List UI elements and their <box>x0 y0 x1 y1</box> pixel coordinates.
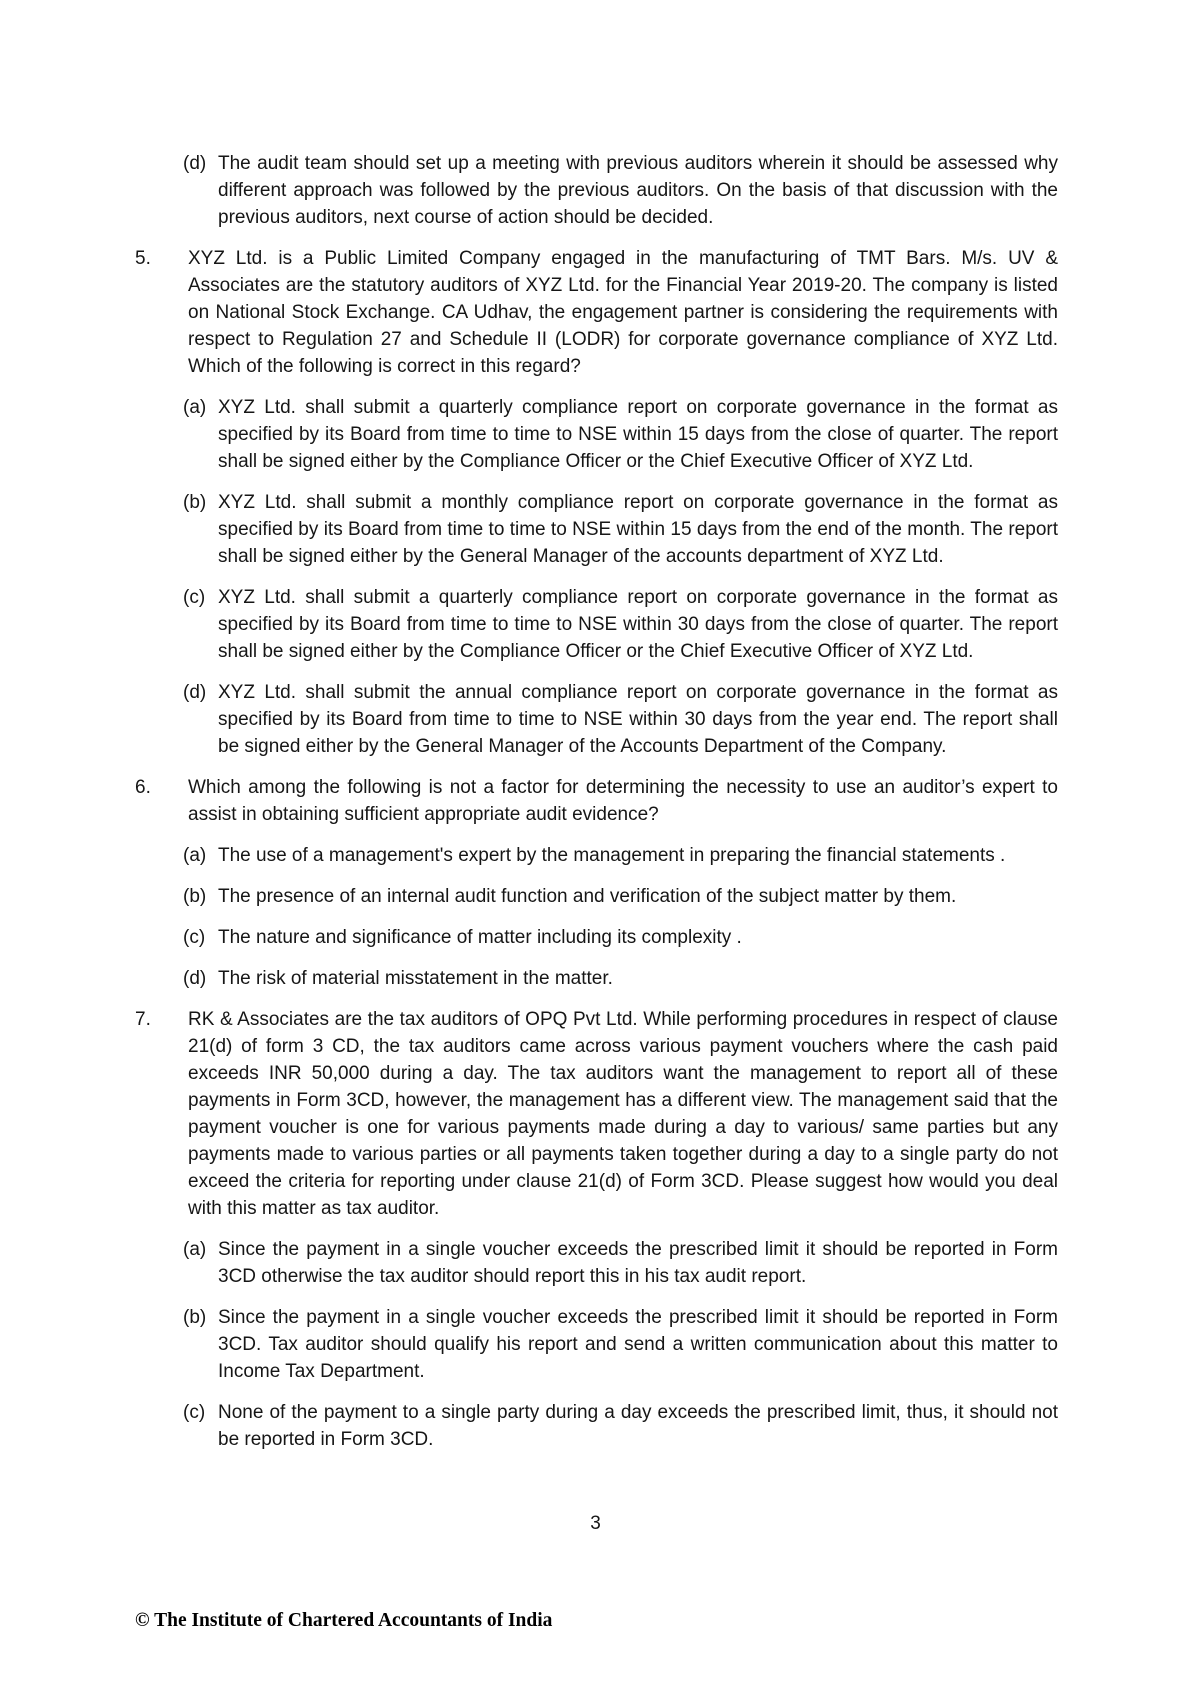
option-label: (d) <box>183 968 207 989</box>
question-number: 7. <box>135 1009 151 1030</box>
option-label: (c) <box>183 927 206 948</box>
question-7-option-a <box>183 1236 1058 1290</box>
question-6-option-a <box>183 842 1058 869</box>
option-label: (a) <box>183 397 207 418</box>
option-label: (b) <box>183 1307 207 1328</box>
question-6-option-b <box>183 883 1058 910</box>
option-label: (a) <box>183 845 207 866</box>
page-number: 3 <box>590 1513 601 1534</box>
option-label: (b) <box>183 492 207 513</box>
option-text: Since the payment in a single voucher exceeds the prescribed limit it should be reported in Form 3CD otherwise the tax auditor should report this in his tax audit report. <box>218 1239 1058 1287</box>
option-text: The use of a management's expert by the management in preparing the financial statements . <box>218 845 1006 866</box>
question-text: RK & Associates are the tax auditors of OPQ Pvt Ltd. While performing procedures in respect of clause 21(d) of form 3 CD, the tax auditors came across various payment vouchers where the cash paid exceeds INR 50,000 during a day. The tax auditors want the management to report all of these payments in Form 3CD, however, the management has a different view. The management said that the payment voucher is one for various payments made during a day to various/ same parties but any payments made to various parties or all payments taken together during a day to a single party do not exceed the criteria for reporting under clause 21(d) of Form 3CD. Please suggest how would you deal with this matter as tax auditor. <box>188 1009 1058 1219</box>
option-label: (b) <box>183 886 207 907</box>
question-text: XYZ Ltd. is a Public Limited Company engaged in the manufacturing of TMT Bars. M/s. UV & Associates are the statutory auditors of XYZ Ltd. for the Financial Year 2019-20. The company is listed on National Stock Exchange. CA Udhav, the engagement partner is considering the requirements with respect to Regulation 27 and Schedule II (LODR) for corporate governance compliance of XYZ Ltd. Which of the following is correct in this regard? <box>188 248 1058 377</box>
option-text: XYZ Ltd. shall submit the annual compliance report on corporate governance in the format as specified by its Board from time to time to NSE within 30 days from the year end. The report shall be signed either by the General Manager of the Accounts Department of the Company. <box>218 682 1058 757</box>
option-label: (d) <box>183 153 207 174</box>
option-text: The risk of material misstatement in the matter. <box>218 968 613 989</box>
option-text: Since the payment in a single voucher exceeds the prescribed limit it should be reported in Form 3CD. Tax auditor should qualify his report and send a written communication about this matter to Income Tax Department. <box>218 1307 1058 1382</box>
question-6-option-d <box>183 965 1058 992</box>
question-5-option-b <box>183 489 1058 570</box>
question-5-option-c <box>183 584 1058 665</box>
document-content <box>135 150 1058 1453</box>
option-text: None of the payment to a single party during a day exceeds the prescribed limit, thus, it should not be reported in Form 3CD. <box>218 1402 1058 1450</box>
question-5-option-d <box>183 679 1058 760</box>
option-text: The presence of an internal audit function and verification of the subject matter by them. <box>218 886 957 907</box>
question-7 <box>135 1006 1058 1222</box>
question-number: 5. <box>135 248 151 269</box>
question-7-option-b <box>183 1304 1058 1385</box>
option-label: (d) <box>183 682 207 703</box>
option-text: XYZ Ltd. shall submit a monthly compliance report on corporate governance in the format as specified by its Board from time to time to NSE within 15 days from the end of the month. The report shall be signed either by the General Manager of the accounts department of XYZ Ltd. <box>218 492 1058 567</box>
question-5-option-a <box>183 394 1058 475</box>
option-text: XYZ Ltd. shall submit a quarterly compliance report on corporate governance in the format as specified by its Board from time to time to NSE within 30 days from the close of quarter. The report shall be signed either by the Compliance Officer or the Chief Executive Officer of XYZ Ltd. <box>218 587 1058 662</box>
question-number: 6. <box>135 777 151 798</box>
option-label: (a) <box>183 1239 207 1260</box>
option-label: (c) <box>183 587 206 608</box>
footer-copyright: © The Institute of Chartered Accountants of India <box>135 1610 553 1631</box>
continuation-option-d <box>183 150 1058 231</box>
question-5 <box>135 245 1058 380</box>
question-text: Which among the following is not a factor for determining the necessity to use an auditor’s expert to assist in obtaining sufficient appropriate audit evidence? <box>188 777 1058 825</box>
option-text: XYZ Ltd. shall submit a quarterly compliance report on corporate governance in the format as specified by its Board from time to time to NSE within 15 days from the close of quarter. The report shall be signed either by the Compliance Officer or the Chief Executive Officer of XYZ Ltd. <box>218 397 1058 472</box>
question-6-option-c <box>183 924 1058 951</box>
option-label: (c) <box>183 1402 206 1423</box>
question-6 <box>135 774 1058 828</box>
option-text: The audit team should set up a meeting with previous auditors wherein it should be assessed why different approach was followed by the previous auditors. On the basis of that discussion with the previous auditors, next course of action should be decided. <box>218 153 1058 228</box>
option-text: The nature and significance of matter including its complexity . <box>218 927 742 948</box>
question-7-option-c <box>183 1399 1058 1453</box>
